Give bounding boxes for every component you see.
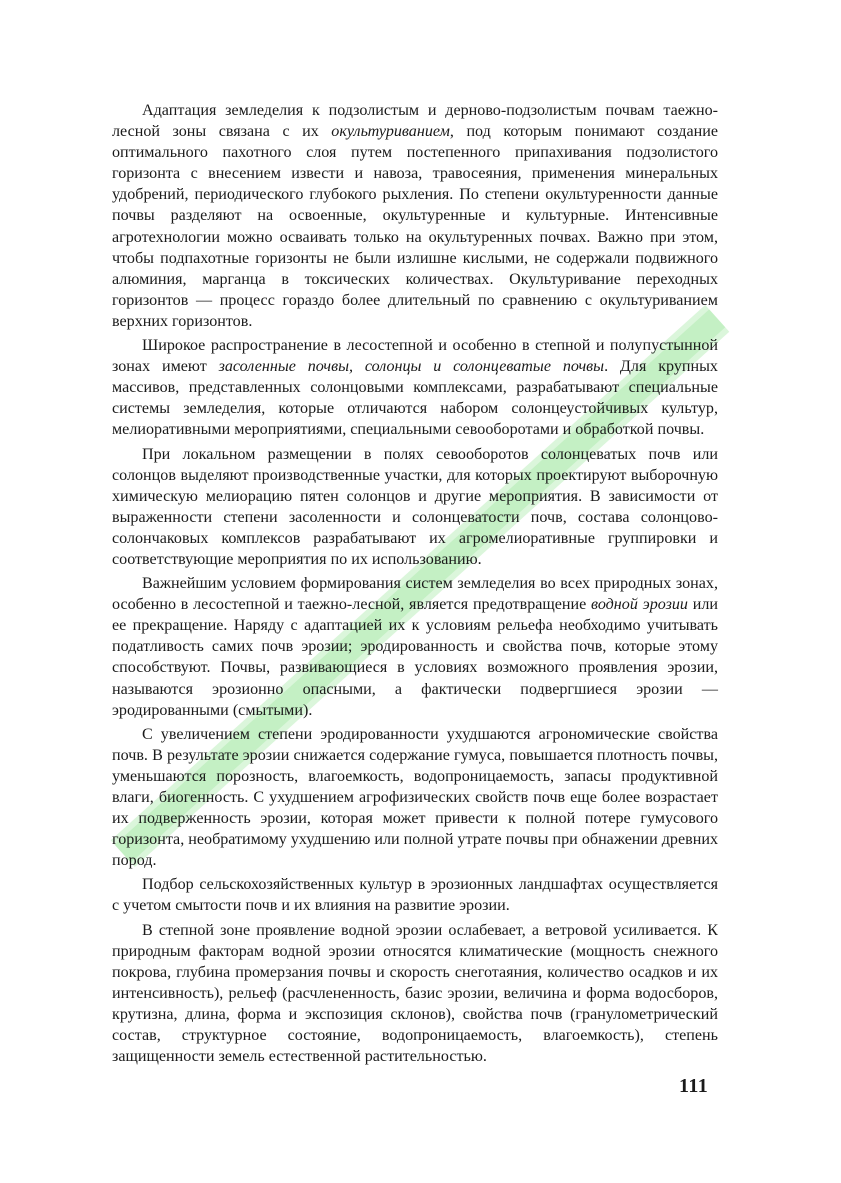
paragraph-7-part-1: В степной зоне проявление водной эрозии ослабевает, а ветровой усиливается. К природным факторам водной эрозии относятся климатические (мощность снежного покрова, глубина промерзания почвы и скорость снеготаяния, количество осадков и их интенсивность), рельеф (расчлененность, базис эрозии, величина и форма водосборов, крутизна, длина, форма и экспозиция склонов), свойства почв (гранулометрический состав, структурное состояние, водопроницаемость, влагоемкость), степень защищенности земель естественной растительностью. xyxy=(112,921,718,1066)
paragraph-2-term-solonets-soils: засоленные почвы, солонцы и солонцеватые почвы xyxy=(218,358,605,376)
paragraph-4 xyxy=(112,573,718,721)
paragraph-4-term-water-erosion: водной эрозии xyxy=(591,596,688,614)
paragraph-1 xyxy=(112,100,718,332)
paragraph-6-part-1: Подбор сельскохозяйственных культур в эрозионных ландшафтах осуществляется с учетом смытости почв и их влияния на развитие эрозии. xyxy=(112,876,718,915)
paragraph-3 xyxy=(112,444,718,571)
paragraph-1-term-okulturivanie: окультуриванием xyxy=(331,123,450,141)
paragraph-5 xyxy=(112,724,718,872)
paragraph-2 xyxy=(112,335,718,440)
paragraph-5-part-1: С увеличением степени эродированности ухудшаются агрономические свойства почв. В результате эрозии снижается содержание гумуса, повышается плотность почвы, уменьшаются порозность, влагоемкость, водопроницаемость, запасы продуктивной влаги, биогенность. С ухудшением агрофизических свойств почв еще более возрастает их подверженность эрозии, которая может привести к полной потере гумусового горизонта, необратимому ухудшению или полной утрате почвы при обнажении древних пород. xyxy=(112,725,718,870)
paragraph-2-part-3: . Для крупных массивов, представленных солонцовыми комплексами, разрабатывают специальные системы земледелия, которые отличаются набором солонцеустойчивых культур, мелиоративными мероприятиями, специальными севооборотами и обработкой почвы. xyxy=(112,358,718,439)
paragraph-1-part-1: Адаптация земледелия к подзолистым и дерново-подзолистым почвам таежно-лесной зоны связана с их xyxy=(112,102,718,141)
paragraph-4-part-1: Важнейшим условием формирования систем земледелия во всех природных зонах, особенно в лесостепной и таежно-лесной, является предотвращение xyxy=(112,575,718,614)
paragraph-2-part-1: Широкое распространение в лесостепной и особенно в степной и полупустынной зонах имеют xyxy=(112,337,718,376)
paragraph-7 xyxy=(112,920,718,1068)
body-text xyxy=(112,100,718,1067)
paragraph-4-part-3: или ее прекращение. Наряду с адаптацией их к условиям рельефа необходимо учитывать податливость самих почв эрозии; эродированность и свойства почв, которые этому способствуют. Почвы, развивающиеся в условиях возможного проявления эрозии, называются эрозионно опасными, а фактически подвергшиеся эрозии — эродированными (смытыми). xyxy=(112,596,718,719)
page-number: 111 xyxy=(679,1075,709,1097)
paragraph-1-part-3: , под которым понимают создание оптимального пахотного слоя путем постепенного припахивания подзолистого горизонта с внесением извести и навоза, травосеяния, применения минеральных удобрений, периодического глубокого рыхления. По степени окультуренности данные почвы разделяют на освоенные, окультуренные и культурные. Интенсивные агротехнологии можно осваивать только на окультуренных почвах. Важно при этом, чтобы подпахотные горизонты не были излишне кислыми, не содержали подвижного алюминия, марганца в токсических количествах. Окультуривание переходных горизонтов — процесс гораздо более длительный по сравнению с окультуриванием верхних горизонтов. xyxy=(112,123,718,330)
paragraph-3-part-1: При локальном размещении в полях севооборотов солонцеватых почв или солонцов выделяют производственные участки, для которых проектируют выборочную химическую мелиорацию пятен солонцов и другие мероприятия. В зависимости от выраженности степени засоленности и солонцеватости почв, состава солонцово-солончаковых комплексов разрабатывают их агромелиоративные группировки и соответствующие мероприятия по их использованию. xyxy=(112,445,718,568)
paragraph-6 xyxy=(112,874,718,916)
